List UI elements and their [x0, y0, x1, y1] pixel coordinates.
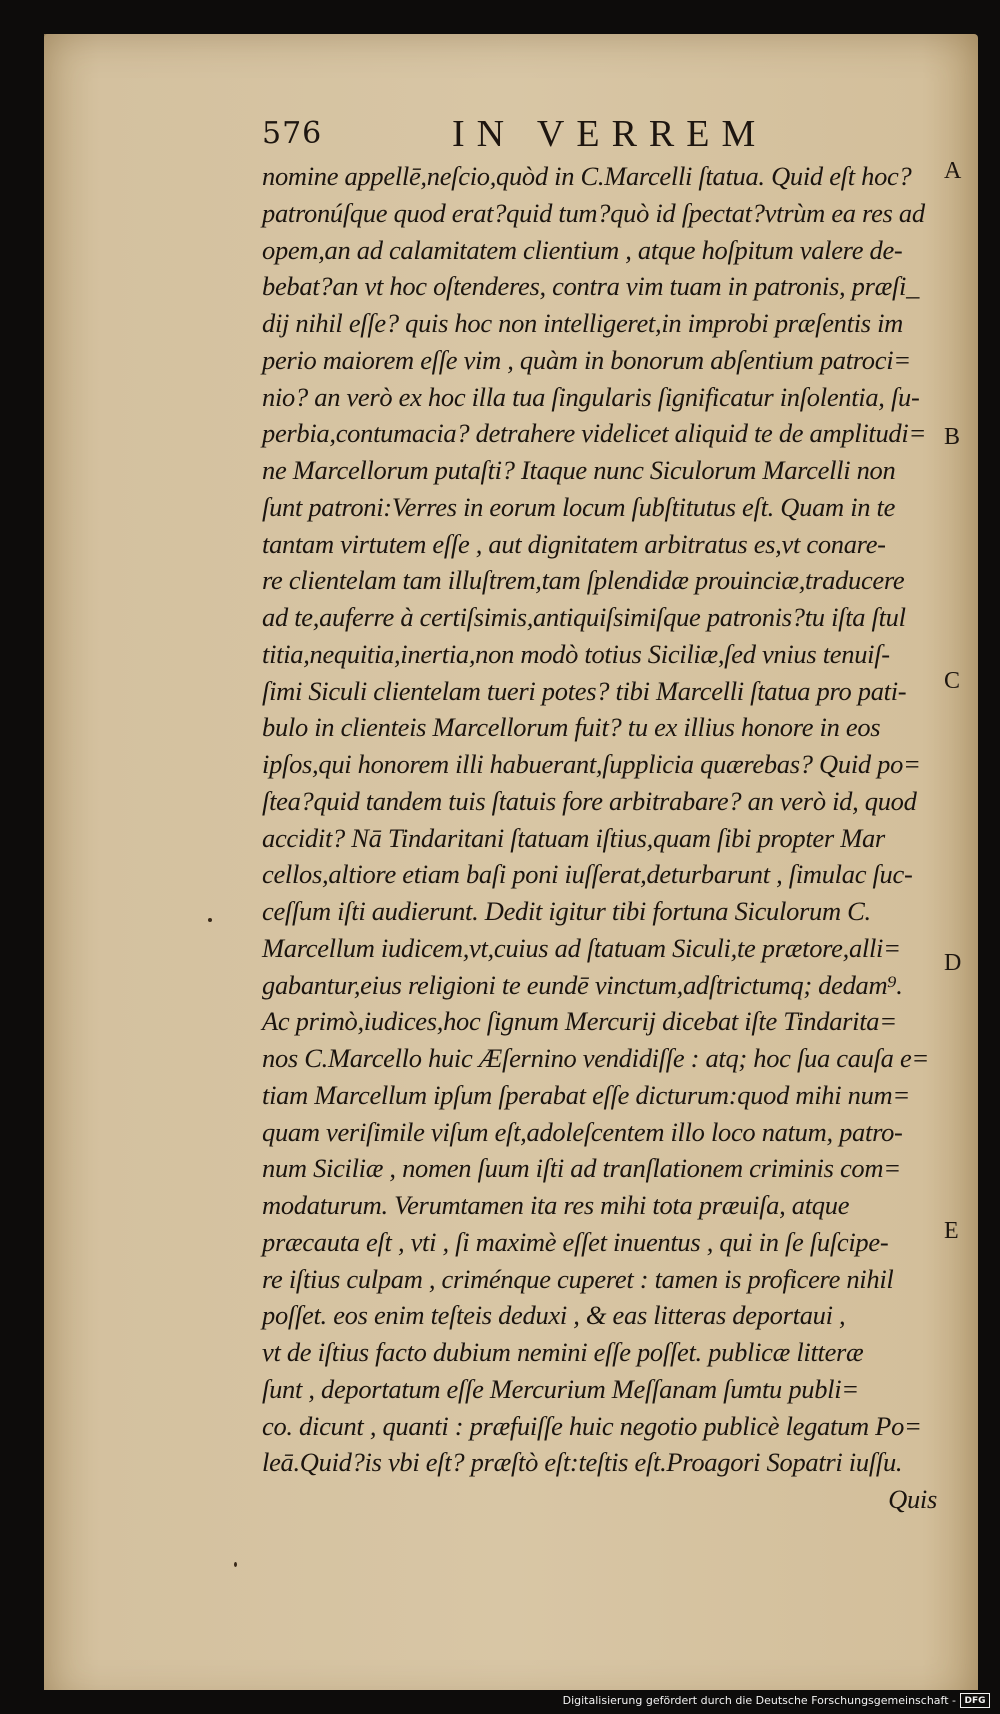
text-line: gabantur,eius religioni te eundē vinctum,adſtrictumq; dedam⁹.	[262, 969, 903, 1000]
text-line: re clientelam tam illuſtrem,tam ſplendidæ prouinciæ,traducere	[262, 565, 905, 596]
text-line: tiam Marcellum ipſum ſperabat eſſe dicturum:quod mihi num=	[262, 1079, 910, 1110]
footer-bar	[0, 1690, 1000, 1714]
text-line: ad te,auferre à certiſsimis,antiquiſsimiſque patronis?tu iſta ſtul	[262, 602, 906, 632]
page-header	[262, 112, 802, 155]
text-line: Quis	[888, 1484, 937, 1514]
text-line: vt de iſtius facto dubium nemini eſſe poſſet. publicæ litteræ	[262, 1337, 864, 1367]
text-line: bulo in clienteis Marcellorum fuit? tu ex illius honore in eos	[262, 712, 881, 743]
text-line: Marcellum iudicem,vt,cuius ad ſtatuam Siculi,te prætore,alli=	[262, 932, 901, 963]
ink-speck	[234, 1562, 237, 1567]
text-line: ſunt patroni:Verres in eorum locum ſubſtitutus eſt. Quam in te	[262, 491, 896, 522]
text-line: re iſtius culpam , criménque cuperet : tamen is proficere nihil	[262, 1263, 894, 1294]
text-line: Ac primò,iudices,hoc ſignum Mercurij dicebat iſte Tindarita=	[262, 1006, 897, 1037]
margin-section-letter: E	[944, 1218, 959, 1244]
text-line: ceſſum iſti audierunt. Dedit igitur tibi fortuna Siculorum C.	[262, 896, 871, 926]
text-line: leā.Quid?is vbi eſt? præſtò eſt:teſtis eſt.Proagori Sopatri iuſſu.	[262, 1447, 903, 1478]
text-line: accidit? Nā Tindaritani ſtatuam iſtius,quam ſibi propter Mar	[262, 822, 885, 853]
text-line: ne Marcellorum putaſti? Itaque nunc Siculorum Marcelli non	[262, 455, 896, 485]
page-number: 576	[262, 116, 323, 151]
text-line: quam veriſimile viſum eſt,adoleſcentem illo loco natum, patro-	[262, 1116, 903, 1147]
text-line: tantam virtutem eſſe , aut dignitatem arbitratus es,vt conare-	[262, 528, 886, 559]
text-line: titia,nequitia,inertia,non modò totius Siciliæ,ſed vnius tenuiſ-	[262, 638, 890, 669]
text-line: nio? an verò ex hoc illa tua ſingularis ſignificatur inſolentia, ſu-	[262, 381, 920, 412]
text-line: nomine appellē,neſcio,quòd in C.Marcelli ſtatua. Quid eſt hoc?	[262, 161, 912, 191]
text-line: patronúſque quod erat?quid tum?quò id ſpectat?vtrùm ea res ad	[262, 197, 925, 228]
margin-section-letter: B	[944, 424, 961, 450]
text-line: præcauta eſt , vti , ſi maximè eſſet inuentus , qui in ſe ſuſcipe-	[262, 1226, 889, 1257]
footer-credit: Digitalisierung gefördert durch die Deutsche Forschungsgemeinschaft -	[562, 1694, 956, 1707]
text-line: num Siciliæ , nomen ſuum iſti ad tranſlationem criminis com=	[262, 1153, 901, 1184]
ink-speck	[208, 918, 212, 922]
margin-section-letter: A	[944, 158, 962, 184]
text-line: co. dicunt , quanti : præfuiſſe huic negotio publicè legatum Po=	[262, 1410, 922, 1441]
text-line: poſſet. eos enim teſteis deduxi , & eas litteras deportaui ,	[262, 1300, 846, 1331]
text-line: ipſos,qui honorem illi habuerant,ſupplicia quærebas? Quid po=	[262, 749, 921, 779]
margin-section-letter: D	[944, 950, 962, 976]
text-line: ſunt , deportatum eſſe Mercurium Meſſanam ſumtu publi=	[262, 1373, 859, 1404]
text-line: dij nihil eſſe? quis hoc non intelligeret,in improbi præſentis im	[262, 308, 903, 338]
text-line: nos C.Marcello huic Æſernino vendidiſſe : atq; hoc ſua cauſa e=	[262, 1043, 929, 1073]
text-line: perbia,contumacia? detrahere videlicet aliquid te de amplitudi=	[262, 418, 927, 449]
text-line: cellos,altiore etiam baſi poni iuſſerat,deturbarunt , ſimulac ſuc-	[262, 859, 913, 890]
dfg-logo: DFG	[960, 1693, 990, 1708]
body-text	[262, 158, 942, 1518]
running-head: IN VERREM	[452, 113, 768, 155]
text-line: modaturum. Verumtamen ita res mihi tota præuiſa, atque	[262, 1190, 850, 1220]
text-line: perio maiorem eſſe vim , quàm in bonorum abſentium patroci=	[262, 344, 911, 375]
text-line: bebat?an vt hoc oſtenderes, contra vim tuam in patronis, præſi_	[262, 271, 920, 302]
text-line: opem,an ad calamitatem clientium , atque hoſpitum valere de-	[262, 234, 903, 265]
margin-section-letter: C	[944, 668, 961, 694]
text-line: ſtea?quid tandem tuis ſtatuis fore arbitrabare? an verò id, quod	[262, 785, 917, 816]
text-line: ſimi Siculi clientelam tueri potes? tibi Marcelli ſtatua pro pati-	[262, 675, 907, 706]
